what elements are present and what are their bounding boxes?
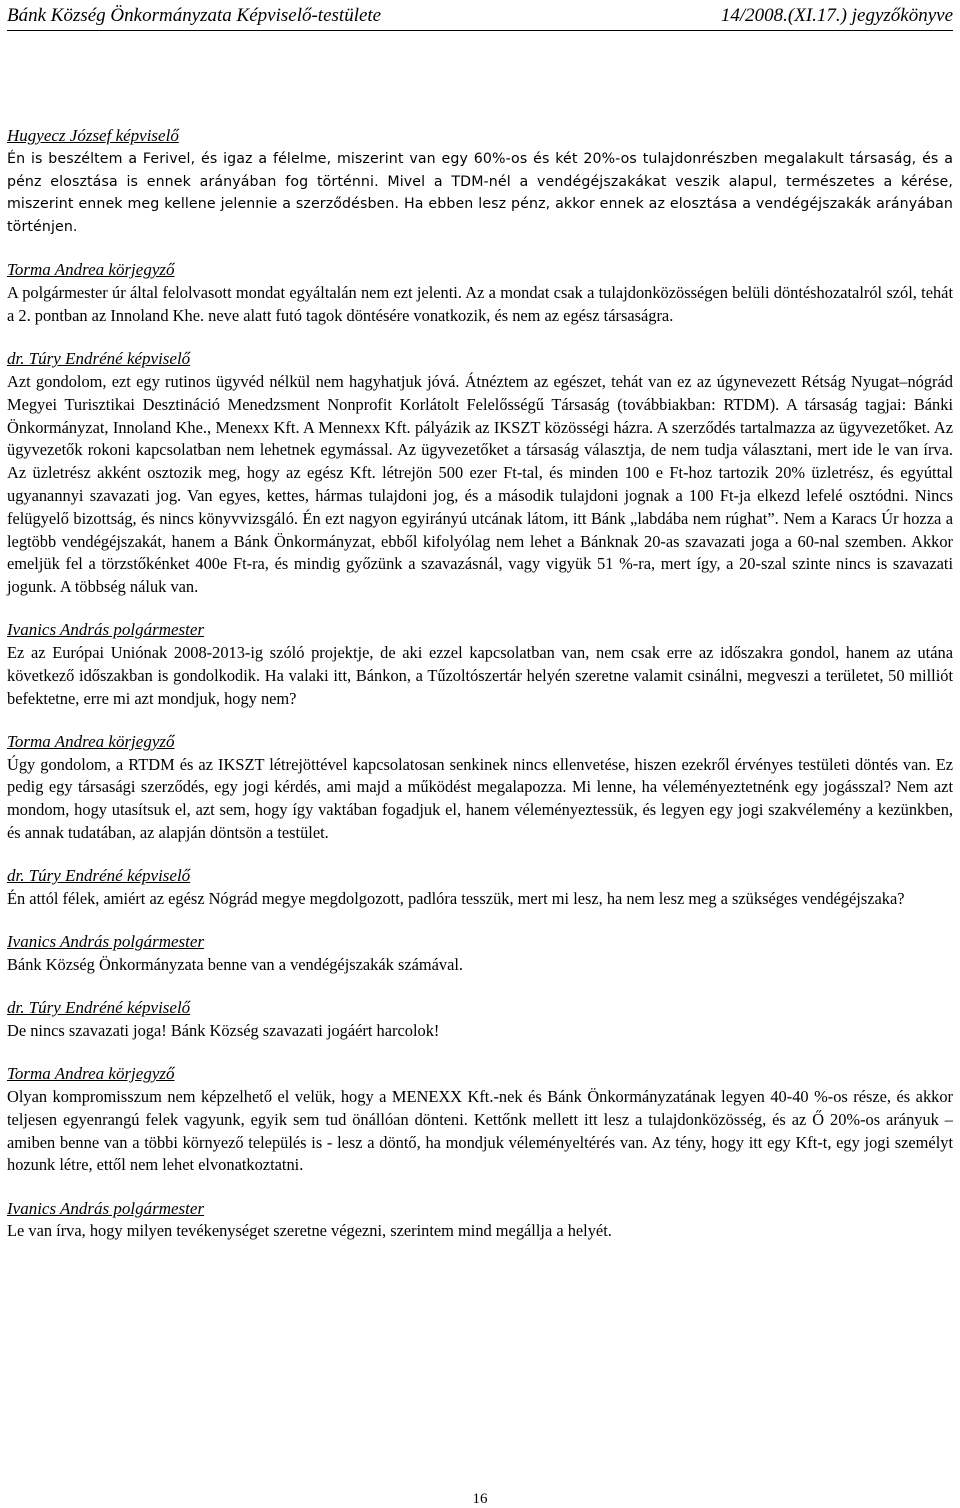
speaker-name: Ivanics András polgármester	[7, 620, 205, 640]
speaker-name: dr. Túry Endréné képviselő	[7, 998, 191, 1018]
header-title: Bánk Község Önkormányzata Képviselő-testülete	[7, 5, 382, 26]
speech-block	[7, 865, 953, 911]
speaker-name: Torma Andrea körjegyző	[7, 260, 175, 280]
speech-block	[7, 731, 953, 845]
speaker-name: Torma Andrea körjegyző	[7, 1064, 175, 1084]
header-minutes-number: 14/2008.(XI.17.) jegyzőkönyve	[720, 5, 953, 26]
speech-block	[7, 931, 953, 977]
speech-text: Én is beszéltem a Ferivel, és igaz a félelme, miszerint van egy 60%-os és két 20%-os tulajdonrészben megalakult társaság, és a pénz elosztása is ennek arányában fog történni. Mivel a TDM-nél a vendégéjszakákat veszik alapul, természetes a kérése, miszerint ennek meg kellene jelennie a szerződésben. Ha ebben lesz pénz, akkor ennek az elosztása a vendégéjszakák arányában történjen.	[7, 150, 953, 236]
speaker-name: Ivanics András polgármester	[7, 1198, 205, 1218]
page-number: 16	[472, 1491, 488, 1507]
speaker-name: Hugyecz József képviselő	[7, 126, 179, 145]
speech-text: A polgármester úr által felolvasott mondat egyáltalán nem ezt jelenti. Az a mondat csak a tulajdonközösségen belüli döntéshozatalról szól, tehát a 2. pontban az Innoland Khe. neve alatt futó tagok döntésére vonatkozik, és nem az egész társaságra.	[7, 283, 953, 325]
speech-text: Bánk Község Önkormányzata benne van a vendégéjszakák számával.	[7, 955, 464, 975]
speech-text: Azt gondolom, ezt egy rutinos ügyvéd nélkül nem hagyhatjuk jóvá. Átnéztem az egészet, tehát van ez az úgynevezett Rétság Nyugat–nógrád Megyei Turisztikai Desztináció Menedzsment Nonprofit Korlátolt Felelősségű Társaság (továbbiakban: RTDM). A társaság tagjai: Bánki Önkormányzat, Innoland Khe., Menexx Kft. A Mennexx Kft. pályázik az IKSZT közösségi házra. A szerződés tartalmazza az ügyvezetőket. Az ügyvezetők rokoni kapcsolatban nem lehetnek egymással. Az ügyvezetőket a társaság választja, de nem tudja választani, mert ide le van írva. Az üzletrész akként osztozik meg, hogy az egész Kft. létrejön 500 ezer Ft-tal, és minden 100 e Ft-hoz tartozik 20% üzletrész, és egyúttal ugyanannyi szavazati jog. Van egyes, kettes, hármas tulajdoni jog, és a második tulajdoni jognak a 100 Ft-ja elkezd lefelé osztódni. Nincs felügyelő bizottság, és nincs könyvvizsgáló. Én ezt nagyon egyirányú utcának látom, itt Bánk „labdába nem rúghat”. Nem a Karacs Úr hozza a legtöbb vendégéjszakát, hanem a Bánk Önkormányzat, ebből kifolyólag nem lehet a Bánknak 20-as szavazati joga a 60-nal szemben. Akkor emeljük fel a törzstőkénket 400e Ft-ra, és mindig győzünk a szavazásnál, vagy vigyük 51 %-ra, mert így, a 20-szal szinte nincs is szavazati jogunk. A többség náluk van.	[7, 371, 953, 597]
speech-text: Ez az Európai Uniónak 2008-2013-ig szóló projektje, de aki ezzel kapcsolatban van, nem csak erre az időszakra gondol, hanem az utána következő időszakban is gondolkodik. Ha valaki itt, Bánkon, a Tűzoltószertár helyén szeretne valamit csinálni, megveszi a területet, 50 milliót befektetne, erre mi azt mondjuk, hogy nem?	[7, 643, 953, 708]
speech-text: Le van írva, hogy milyen tevékenységet szeretne végezni, szerintem mind megállja a helyét.	[7, 1221, 612, 1241]
speech-block	[7, 997, 953, 1043]
speech-block	[7, 125, 953, 239]
page-header	[7, 4, 953, 31]
speech-block	[7, 619, 953, 710]
speech-block	[7, 259, 953, 327]
minutes-body	[7, 125, 953, 1264]
speech-text: Én attól félek, amiért az egész Nógrád megye megdolgozott, padlóra tesszük, mert mi lesz, ha nem lesz meg a szükséges vendégéjszaka?	[7, 889, 905, 909]
speaker-name: dr. Túry Endréné képviselő	[7, 349, 191, 369]
speaker-name: Ivanics András polgármester	[7, 932, 205, 952]
speaker-name: Torma Andrea körjegyző	[7, 731, 175, 751]
speech-block	[7, 1063, 953, 1177]
speaker-name: dr. Túry Endréné képviselő	[7, 866, 191, 886]
speech-block	[7, 1198, 953, 1244]
speech-text: Olyan kompromisszum nem képzelhető el velük, hogy a MENEXX Kft.-nek és Bánk Önkormányzatának legyen 40-40 %-os része, és akkor teljesen egyenrangú felek vagyunk, egyik sem tud önállóan dönteni. Kettőnk mellett itt lesz a tulajdonközösség, és az Ő 20%-os arányuk – amiben benne van a többi környező település is - lesz a döntő, ha mondjuk véleményeltérés van. Az tény, hogy itt egy Kft-t, egy jogi személyt hozunk létre, ettől nem lehet elvonatkoztatni.	[7, 1087, 953, 1175]
speech-text: Úgy gondolom, a RTDM és az IKSZT létrejöttével kapcsolatosan senkinek nincs ellenvetése, hiszen ezekről érvényes testületi döntés van. Ez pedig egy társasági szerződés, egy jogi kérdés, ami majd a működést megalapozza. Mi lenne, ha véleményeztetnénk egy jogásszal? Nem azt mondom, hogy utasítsuk el, azt sem, hogy így vaktában fogadjuk el, hanem véleményeztessük, és legyen egy jogi szakvélemény a kezünkben, és annak tudatában, az alapján döntsön a testület.	[7, 754, 953, 843]
speech-block	[7, 348, 953, 599]
speech-text: De nincs szavazati joga! Bánk Község szavazati jogáért harcolok!	[7, 1021, 440, 1041]
